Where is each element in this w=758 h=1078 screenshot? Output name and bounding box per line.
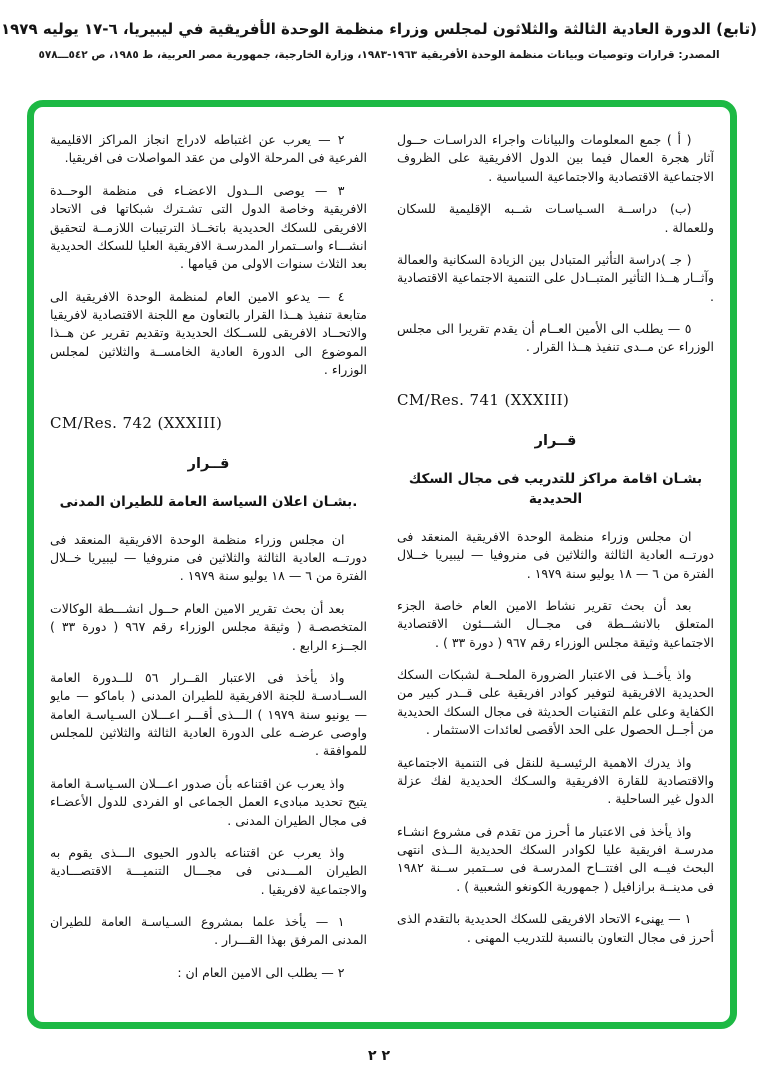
paragraph: ٢ — يعرب عن اغتباطه لادراج انجاز المراكز الاقليمية الفرعية فى المرحلة الاولى من عقد المواصلات فى افريقيا. (50, 132, 367, 166)
paragraph: واذ يأخذ فى الاعتبار القــرار ٥٦ للــدورة العامة الســادسـة للجنة الافريقية للطيران المدنى ( باماكو — مايو — يونيو سنة ١٩٧٩ ) الـــذى أقـــر اعـــلان السـياسـة العامة واوصى عرضـه على الدورة العادية الثالثة والثلاثين للمجلس للموافقة . (50, 669, 367, 759)
resolution-heading: قــرار (187, 455, 230, 472)
paragraph: ١ — يأخذ علما بمشروع السـياسـة العامة للطيران المدنى المرفق بهذا القـــرار . (50, 914, 367, 948)
paragraph: واذ يأخذ فى الاعتبار ما أحرز من تقدم فى مشروع انشـاء مدرسـة افريقية عليا لكوادر السكك الحديدية الــذى انتهى البحث فيــه الى افتتــاح المدرسـة فى ســتمبر ســنة ١٩٨٢ فى مدينــة برازافيل ( جمهورية الكونغو الشعبية ) . (397, 823, 714, 894)
paragraph: (ب) دراســة السـياسـات شــبه الإقليمية للسكان وللعمالة . (397, 201, 714, 235)
page-number: ٢ ٢ (368, 1048, 390, 1064)
paragraph: ٥ — يطلب الى الأمين العــام أن يقدم تقريرا الى مجلس الوزراء عن مــدى تنفيذ هــذا القرار . (397, 321, 714, 355)
resolution-title-742: .بشـان اعلان السياسة العامة للطيران المدنى (59, 493, 358, 510)
paragraph: ٣ — يوصى الــدول الاعضـاء فى منظمة الوحــدة الافريقية وخاصة الدول التى تشـترك شبكاتها فى الاتحاد الافريقى للسكك الحديدية باتخــاذ الترتيبات اللازمــة لتحقيق انشـــاء واســتمرار المدرسـة الافريقية العليا للسكك الحديدية بعد الثلاث سنوات الاولى من قيامها . (50, 182, 367, 272)
resolution-heading: قــرار (534, 432, 577, 449)
document-border-frame (27, 100, 737, 1029)
paragraph: واذ يعرب عن اقتناعه بأن صدور اعـــلان السـياسـة العامة يتيح تحديد مبادىء العمل الجماعى او الفردى للدول الأعضـاء فى مجال الطيران المدنى . (50, 775, 367, 828)
resolution-title-741: بشـان اقامة مراكز للتدريب فى مجال السكك الحديدية (408, 471, 703, 507)
paragraph: واذ يعرب عن اقتناعه بالدور الحيوى الـــذى يقوم به الطيران المـــدنى فى مجـــال التنميـــة الاقتصـــادية والاجتماعية لافريقيا . (50, 844, 367, 897)
resolution-id-742: CM/Res. 742 (XXXIII) (50, 413, 223, 432)
paragraph: بعد أن بحث تقرير نشاط الامين العام خاصة الجزء المتعلق بالانشــطة فى مجــال الشـــئون الاقتصادية الاجتماعية وثيقة مجلس الوزراء رقم ٩٦٧ ( دورة ٣٣ ) . (397, 597, 714, 650)
paragraph: ان مجلس وزراء منظمة الوحدة الافريقية المنعقد فى دورتــه العادية الثالثة والثلاثين فى منروفيا — ليبيريا خــلال الفترة من ٦ — ١٨ يوليو سنة ١٩٧٩ . (50, 531, 367, 584)
column-right (397, 131, 714, 1006)
two-column-layout (50, 131, 714, 1006)
page-header (0, 0, 758, 61)
source-citation: المصدر: قرارات وتوصيات وبيانات منظمة الوحدة الأفريقية ١٩٦٣-١٩٨٣، وزارة الخارجية، جمهورية مصر العربية، ط ١٩٨٥، ص ٥٤٢ـــ٥٧٨ (38, 49, 720, 61)
column-left (50, 131, 367, 1006)
paragraph: بعد أن بحث تقرير الامين العام حــول انشـــطة الوكالات المتخصصـة ( وثيقة مجلس الوزراء رقم ٩٦٧ ( دورة ٣٣ ) الجــزء الرابع . (50, 600, 367, 653)
paragraph: ١ — يهنىء الاتحاد الافريقى للسكك الحديدية بالتقدم الذى أحرز فى مجال التعاون بالنسبة للتدريب المهنى . (397, 911, 714, 945)
paragraph: ٤ — يدعو الامين العام لمنظمة الوحدة الافريقية الى متابعة تنفيذ هــذا القرار بالتعاون مع اللجنة الاقتصادية لافريقيا والاتحــاد الافريقى للســكك الحديدية وتقديم تقرير عن هــذا الموضوع الى الدورة العادية الخامســة والثلاثين لمجلس الوزراء . (50, 288, 367, 378)
session-title: (تابع) الدورة العادية الثالثة والثلاثون لمجلس وزراء منظمة الوحدة الأفريقية في ليبيريا، ٦-١٧ يوليه ١٩٧٩ (1, 20, 757, 38)
paragraph: ( أ ) جمع المعلومات والبيانات واجراء الدراسـات حــول آثار هجرة العمال فيما بين الدول الافريقية على الظروف الاجتماعية الاقتصادية والاجتماعية السياسية . (397, 132, 714, 184)
paragraph: ٢ — يطلب الى الامين العام ان : (177, 964, 345, 980)
paragraph: واذ يدرك الاهمية الرئيسـية للنقل فى التنمية الاجتماعية والاقتصادية للقارة الافريقية والسـكك الحديدية لفك عزلة الدول غير الساحلية . (397, 754, 714, 807)
paragraph: ( جـ )دراسة التأثير المتبادل بين الزيادة السكانية والعمالة وآثــار هــذا التأثير المتبــادل على التنمية الاجتماعية الاقتصادية . (397, 251, 714, 304)
paragraph: ان مجلس وزراء منظمة الوحدة الافريقية المنعقد فى دورتــه العادية الثالثة والثلاثين فى منروفيا — ليبيريا خــلال الفترة من ٦ — ١٨ يوليو سنة ١٩٧٩ . (397, 528, 714, 581)
paragraph: واذ يأخــذ فى الاعتبار الضرورة الملحــة لشبكات السكك الحديدية الافريقية لتوفير كوادر افريقية على قــدر كبير من الكفاية وعلى علم التقنيات الحديثة فى مجال السكك الحديدية من أجــل الحصول على الحد الأقصى لعائدات الاستثمار . (397, 667, 714, 738)
resolution-id-741: CM/Res. 741 (XXXIII) (397, 390, 570, 409)
